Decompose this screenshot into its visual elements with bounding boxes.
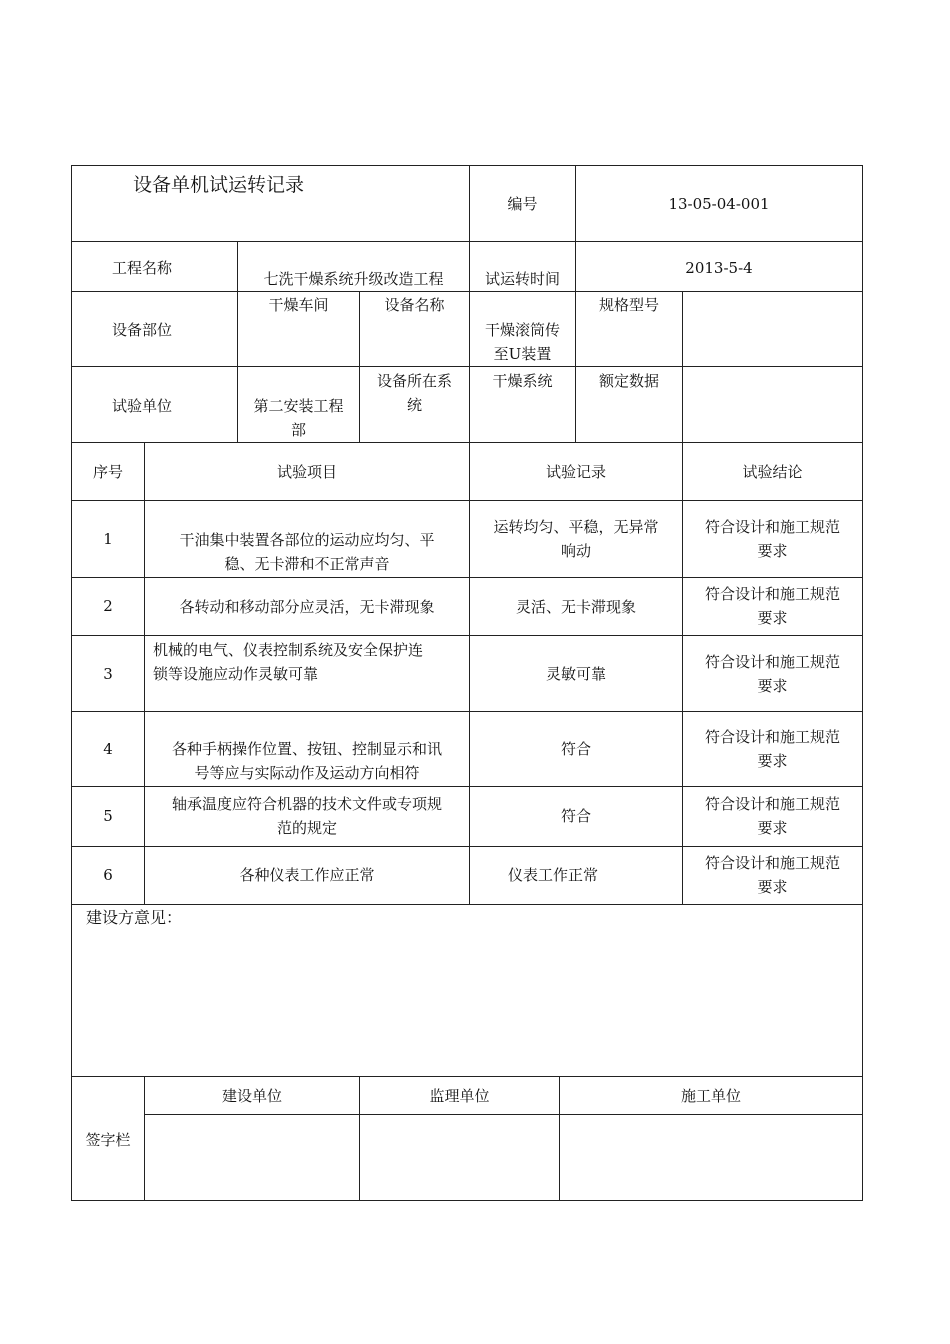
- row-3-record: 灵敏可靠: [545, 665, 606, 683]
- row-5-item: 轴承温度应符合机器的技术文件或专项规 范的规定: [171, 795, 442, 837]
- row-4-conclusion: 符合设计和施工规范 要求: [704, 728, 840, 770]
- row-5-record: 符合: [560, 807, 591, 825]
- row-1-record: 运转均匀、平稳，无异常 响动: [493, 518, 659, 560]
- location-value: 干燥车间: [268, 296, 329, 314]
- system-label: 设备所在系 统: [376, 372, 452, 414]
- signature-label: 签字栏: [85, 1131, 131, 1149]
- rated-label: 额定数据: [598, 372, 659, 390]
- number-label: 编号: [507, 195, 538, 213]
- test-unit-value: 第二安装工程 部: [253, 397, 344, 439]
- system-value: 干燥系统: [492, 372, 553, 390]
- row-2-item: 各转动和移动部分应灵活，无卡滞现象: [179, 598, 435, 616]
- project-value: 七洗干燥系统升级改造工程: [263, 270, 444, 288]
- row-6-item: 各种仪表工作应正常: [239, 866, 375, 884]
- spec-label: 规格型号: [598, 296, 659, 314]
- row-4-no: 4: [103, 740, 113, 758]
- row-4-record: 符合: [560, 740, 591, 758]
- row-5-no: 5: [103, 807, 113, 825]
- location-label: 设备部位: [111, 321, 172, 339]
- trial-time-label: 试运转时间: [484, 270, 560, 288]
- signature-owner-header: 建设单位: [221, 1087, 282, 1105]
- row-2-no: 2: [103, 597, 113, 615]
- trial-time-value: 2013-5-4: [685, 259, 753, 277]
- equipment-name-label: 设备名称: [384, 296, 445, 314]
- row-3-conclusion: 符合设计和施工规范 要求: [704, 653, 840, 695]
- row-4-item: 各种手柄操作位置、按钮、控制显示和讯 号等应与实际动作及运动方向相符: [171, 740, 442, 782]
- row-6-record: 仪表工作正常: [507, 866, 598, 884]
- number-value: 13-05-04-001: [668, 195, 770, 213]
- row-1-conclusion: 符合设计和施工规范 要求: [704, 518, 840, 560]
- row-2-conclusion: 符合设计和施工规范 要求: [704, 585, 840, 627]
- row-6-no: 6: [103, 866, 113, 884]
- signature-supervisor-header: 监理单位: [429, 1087, 490, 1105]
- row-6-conclusion: 符合设计和施工规范 要求: [704, 854, 840, 896]
- opinion-label: 建设方意见：: [86, 908, 183, 927]
- col-header-no: 序号: [92, 463, 123, 481]
- row-3-item: 机械的电气、仪表控制系统及安全保护连 锁等设施应动作灵敏可靠: [153, 641, 424, 683]
- col-header-conclusion: 试验结论: [742, 463, 803, 481]
- row-3-no: 3: [103, 665, 113, 683]
- row-1-no: 1: [103, 530, 113, 548]
- row-1-item: 干油集中装置各部位的运动应均匀、平 稳、无卡滞和不正常声音: [179, 531, 435, 573]
- row-5-conclusion: 符合设计和施工规范 要求: [704, 795, 840, 837]
- col-header-item: 试验项目: [276, 463, 337, 481]
- signature-contractor-header: 施工单位: [680, 1087, 741, 1105]
- col-header-record: 试验记录: [545, 463, 606, 481]
- equipment-name-value: 干燥滚筒传 至U装置: [484, 321, 560, 363]
- test-unit-label: 试验单位: [111, 397, 172, 415]
- project-label: 工程名称: [111, 259, 172, 277]
- row-2-record: 灵活、无卡滞现象: [515, 598, 636, 616]
- form-title: 设备单机试运转记录: [133, 174, 305, 196]
